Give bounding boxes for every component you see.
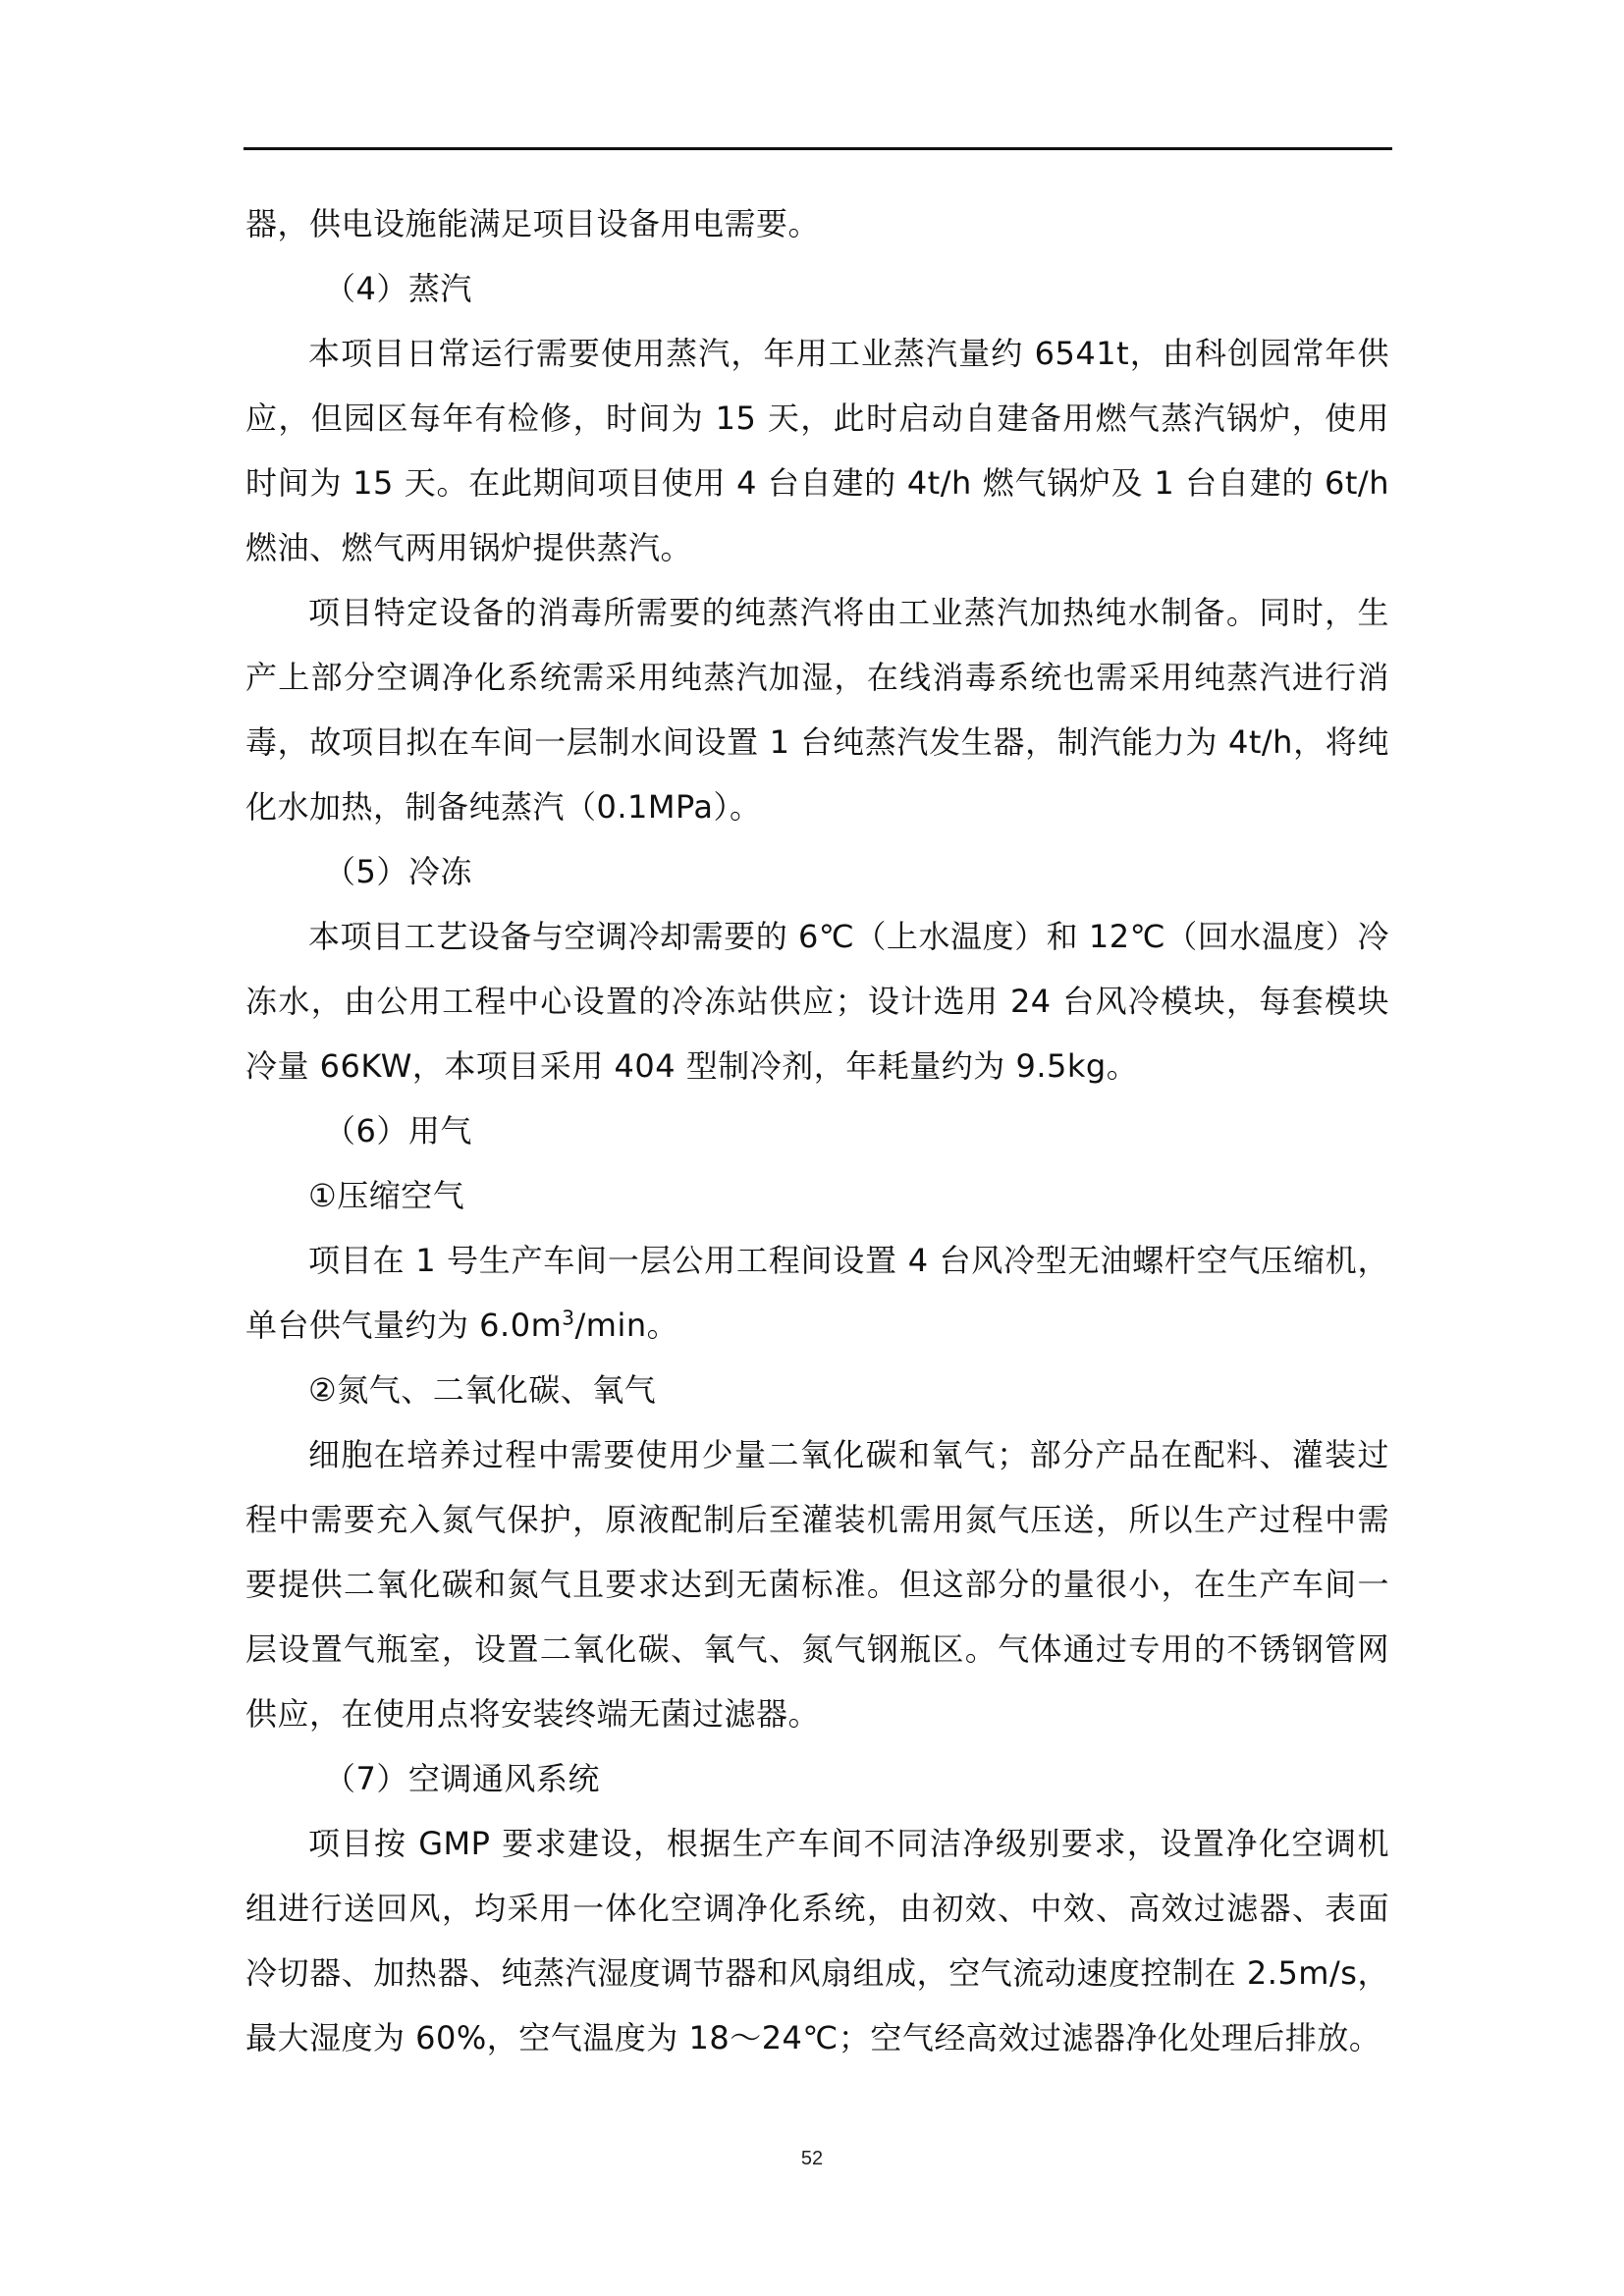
text-line <box>245 515 1389 580</box>
text-line-content: 冻水，由公用工程中心设置的冷冻站供应；设计选用 24 台风冷模块，每套模块 <box>245 983 1389 1020</box>
text-line <box>245 1811 1389 1876</box>
text-line <box>245 904 1389 969</box>
text-line <box>245 1293 1389 1358</box>
text-line-content: 本项目工艺设备与空调冷却需要的 6℃（上水温度）和 12℃（回水温度）冷 <box>308 918 1389 955</box>
text-line-content: （5）冷冻 <box>324 853 472 890</box>
text-line <box>245 1487 1389 1552</box>
superscript: 3 <box>562 1306 575 1330</box>
text-line-content: 项目按 GMP 要求建设，根据生产车间不同洁净级别要求，设置净化空调机 <box>308 1825 1389 1862</box>
text-line-content: 单台供气量约为 6.0m <box>245 1307 563 1344</box>
text-line-content: 冷切器、加热器、纯蒸汽湿度调节器和风扇组成，空气流动速度控制在 2.5m/s， <box>245 1954 1389 1992</box>
text-line-content: 化水加热，制备纯蒸汽（0.1MPa）。 <box>245 788 762 826</box>
text-line-content: 项目特定设备的消毒所需要的纯蒸汽将由工业蒸汽加热纯水制备。同时，生 <box>308 594 1389 631</box>
text-line-content: 组进行送回风，均采用一体化空调净化系统，由初效、中效、高效过滤器、表面 <box>245 1890 1389 1927</box>
text-line-content: 细胞在培养过程中需要使用少量二氧化碳和氧气；部分产品在配料、灌装过 <box>308 1436 1389 1473</box>
text-line-content: 供应，在使用点将安装终端无菌过滤器。 <box>245 1695 821 1733</box>
text-line-content: 本项目日常运行需要使用蒸汽，年用工业蒸汽量约 6541t，由科创园常年供 <box>308 335 1389 372</box>
body-text <box>245 191 1389 2070</box>
text-line-content: 冷量 66KW，本项目采用 404 型制冷剂，年耗量约为 9.5kg。 <box>245 1047 1139 1085</box>
text-line <box>245 580 1389 645</box>
text-line <box>245 321 1389 386</box>
text-line-content: 层设置气瓶室，设置二氧化碳、氧气、氮气钢瓶区。气体通过专用的不锈钢管网 <box>245 1630 1389 1668</box>
text-line-tail: /min。 <box>574 1307 679 1344</box>
text-line-content: 项目在 1 号生产车间一层公用工程间设置 4 台风冷型无油螺杆空气压缩机， <box>308 1242 1389 1279</box>
text-line <box>245 710 1389 774</box>
text-line-content: 时间为 15 天。在此期间项目使用 4 台自建的 4t/h 燃气锅炉及 1 台自建的 6t/h <box>245 464 1389 502</box>
text-line <box>245 1163 1389 1228</box>
text-line-content: 产上部分空调净化系统需采用纯蒸汽加湿，在线消毒系统也需采用纯蒸汽进行消 <box>245 659 1389 696</box>
text-line <box>245 1422 1389 1487</box>
text-line-content: 要提供二氧化碳和氮气且要求达到无菌标准。但这部分的量很小，在生产车间一 <box>245 1566 1389 1603</box>
text-line-content: （6）用气 <box>324 1112 472 1149</box>
text-line-content: （4）蒸汽 <box>324 270 472 307</box>
text-line <box>245 1228 1389 1293</box>
text-line-content: 程中需要充入氮气保护，原液配制后至灌装机需用氮气压送，所以生产过程中需 <box>245 1501 1389 1538</box>
text-line-content: ②氮气、二氧化碳、氧气 <box>308 1371 657 1409</box>
text-line <box>245 191 1389 256</box>
text-line-content: （7）空调通风系统 <box>324 1760 600 1797</box>
text-line-content: 器，供电设施能满足项目设备用电需要。 <box>245 205 821 242</box>
text-line <box>245 386 1389 451</box>
section-heading <box>245 1098 1389 1163</box>
text-line <box>245 774 1389 839</box>
section-heading <box>245 256 1389 321</box>
text-line <box>245 969 1389 1034</box>
text-line-content: 毒，故项目拟在车间一层制水间设置 1 台纯蒸汽发生器，制汽能力为 4t/h，将纯 <box>245 723 1389 761</box>
section-heading <box>245 839 1389 904</box>
text-line <box>245 645 1389 710</box>
section-heading <box>245 1746 1389 1811</box>
text-line <box>245 451 1389 515</box>
text-line <box>245 2005 1389 2070</box>
text-line-content: ①压缩空气 <box>308 1177 465 1214</box>
text-line <box>245 1941 1389 2005</box>
text-line-content: 燃油、燃气两用锅炉提供蒸汽。 <box>245 529 693 566</box>
text-line <box>245 1876 1389 1941</box>
header-rule <box>244 147 1392 150</box>
text-line <box>245 1617 1389 1682</box>
text-line-content: 最大湿度为 60%，空气温度为 18～24℃；空气经高效过滤器净化处理后排放。 <box>245 2019 1381 2056</box>
text-line <box>245 1552 1389 1617</box>
text-line <box>245 1034 1389 1098</box>
text-line <box>245 1358 1389 1422</box>
text-line-content: 应，但园区每年有检修，时间为 15 天，此时启动自建备用燃气蒸汽锅炉，使用 <box>245 400 1389 437</box>
page-number: 52 <box>800 2148 824 2169</box>
text-line <box>245 1682 1389 1746</box>
